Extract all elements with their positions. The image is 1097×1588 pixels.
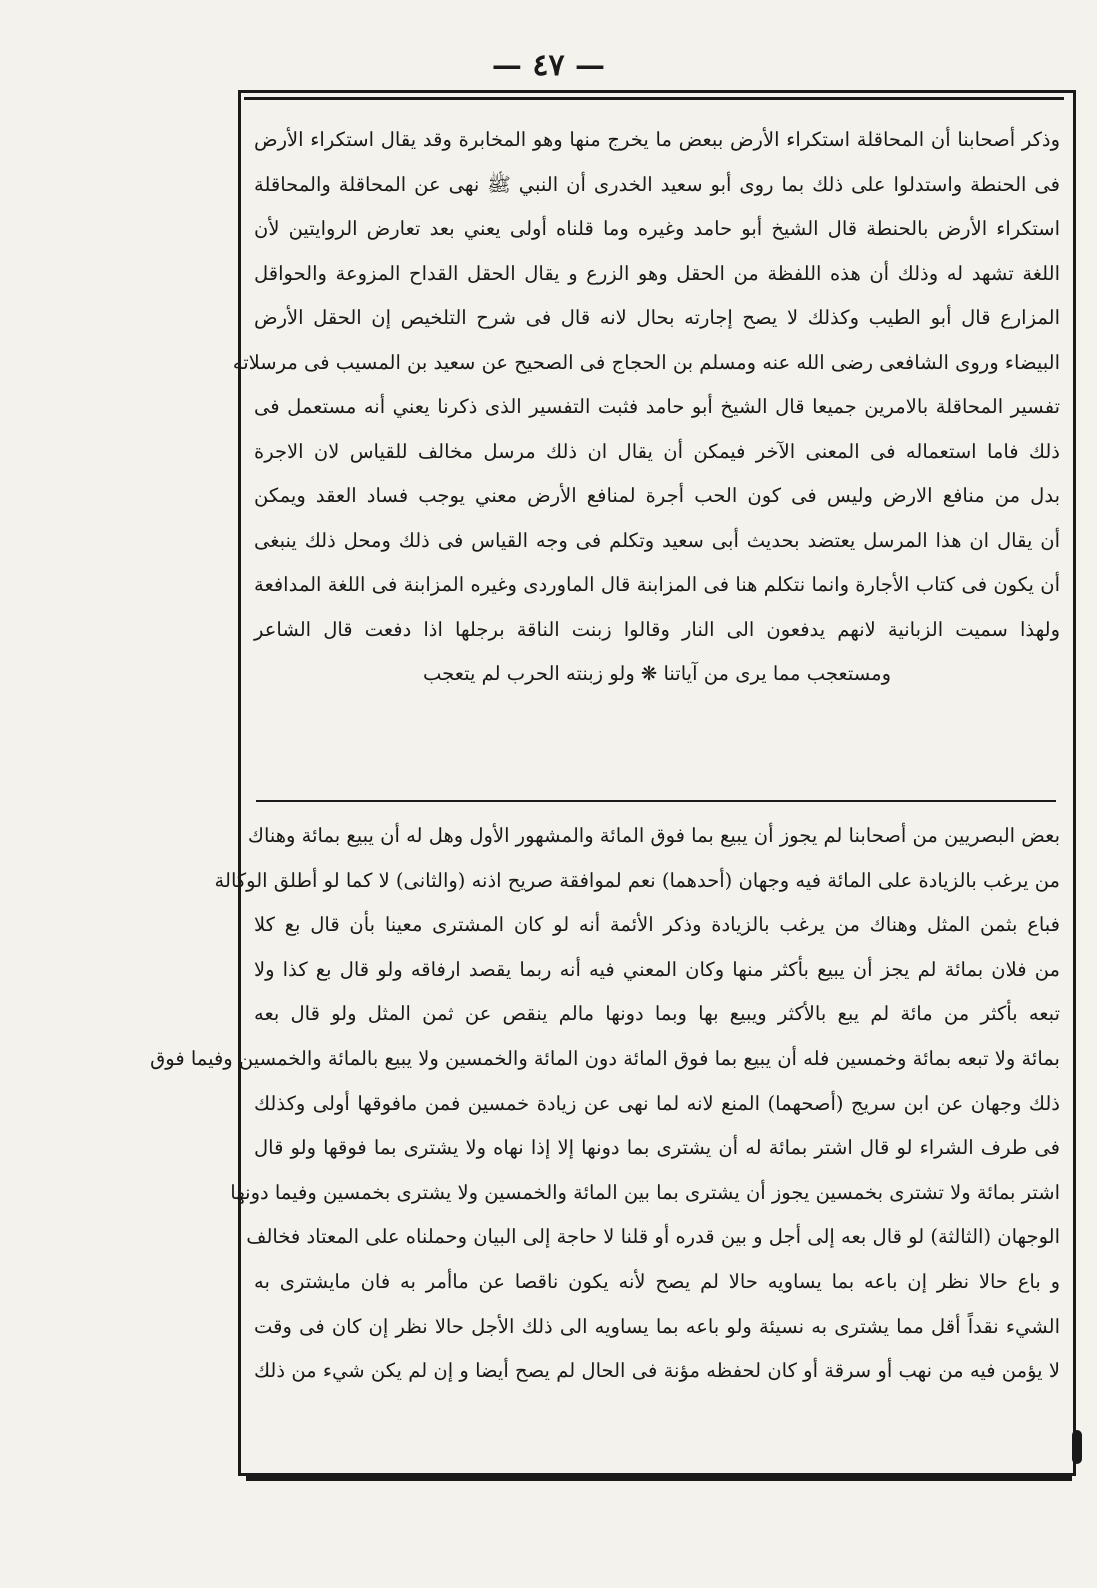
text-line: اشتر بمائة ولا تشترى بخمسين يجوز أن يشترى بما بين المائة والخمسين ولا يشترى بخمسين وفيما دونها (230, 1180, 1060, 1204)
text-line: اللغة تشهد له وذلك أن هذه اللفظة من الحقل وهو الزرع و يقال الحقل القداح المزوعة والحواقل (254, 261, 1060, 285)
text-line: من فلان بمائة لم يجز أن يبيع بأكثر منها وكان المعني فيه أنه ربما يقصد ارفاقه ولو قال بع كذا ولا (254, 957, 1060, 981)
text-line: تفسير المحاقلة بالامرين جميعا قال الشيخ أبو حامد فثبت التفسير الذى ذكرنا يعني أنه مستعمل فى (254, 395, 1060, 418)
text-line: بعض البصريين من أصحابنا لم يجوز أن يبيع بما فوق المائة والمشهور الأول وهل له أن يبيع بمائة وهناك (247, 824, 1060, 847)
text-line: ذلك وجهان عن ابن سريج (أصحهما) المنع لانه لما نهى عن زيادة خمسين فمن مافوقها أولى وكذلك (254, 1091, 1060, 1115)
text-line: وذكر أصحابنا أن المحاقلة استكراء الأرض ببعض ما يخرج منها وهو المخابرة وقد يقال استكراء الأرض (254, 128, 1060, 151)
text-line: بدل من منافع الارض وليس فى كون الحب أجرة لمنافع الأرض معني يوجب فساد العقد ويمكن (254, 484, 1060, 507)
page-number: — ٤٧ — (491, 48, 606, 83)
text-line: فباع بثمن المثل وهناك من يرغب بالزيادة وذكر الأئمة أنه لو كان المشترى معينا بأن قال بع كلا (254, 913, 1060, 937)
frame-top-rule (244, 97, 1064, 100)
text-line: من يرغب بالزيادة على المائة فيه وجهان (أحدهما) نعم لموافقة صريح اذنه (والثانى) لا كما لو أطلق الوكالة (214, 868, 1060, 892)
text-line: الوجهان (الثالثة) لو قال بعه إلى أجل و بين قدره أو قلنا لا حاجة إلى البيان وحملناه على المعتاد فخالف (246, 1225, 1060, 1249)
main-text-section (232, 118, 1060, 697)
text-line: المزارع قال أبو الطيب وكذلك لا يصح إجارته بحال لانه قال فى شرح التلخيص إن الحقل الأرض (254, 306, 1060, 329)
text-line: استكراء الأرض بالحنطة قال الشيخ أبو حامد وغيره وما قلناه أولى يعني بعد تعارض الروايتين لأن (254, 217, 1060, 240)
text-line: بمائة ولا تبعه بمائة وخمسين فله أن يبيع بما فوق المائة دون المائة والخمسين ولا يبيع بالمائة والخمسين وفيما فوق (150, 1046, 1060, 1070)
text-line: الشيء نقداً أقل مما يشترى به نسيئة ولو باعه بما يساويه الى ذلك الأجل حالا نظر إن كان فى وقت (254, 1314, 1060, 1338)
text-line: أن يقال ان هذا المرسل يعتضد بحديث أبى سعيد وتكلم فى وجه القياس فى ذلك ومحل ذلك ينبغى (254, 528, 1060, 552)
text-line: ذلك فاما استعماله فى المعنى الآخر فيمكن أن يقال ان ذلك مرسل مخالف للقياس لان الاجرة (254, 439, 1060, 463)
text-line: فى الحنطة واستدلوا على ذلك بما روى أبو سعيد الخدرى أن النبي ﷺ نهى عن المحاقلة والمحاقلة (254, 172, 1060, 196)
text-line: تبعه بأكثر من مائة لم يبع بالأكثر ويبيع بها وبما دونها مالم ينقص عن ثمن المثل ولو قال بعه (254, 1002, 1060, 1026)
text-line: فى طرف الشراء لو قال اشتر بمائة له أن يشترى بما دونها إلا إذا نهاه ولا يشترى بما فوقها ولو قال (254, 1136, 1060, 1160)
commentary-text-section (150, 814, 1060, 1394)
text-line: و باع حالا نظر إن باعه بما يساويه حالا لم يصح لأنه يكون ناقصا عن ماأمر به فان مايشترى به (254, 1269, 1060, 1293)
margin-bracket-mark (1072, 1430, 1082, 1464)
frame-bottom-rule (246, 1474, 1072, 1481)
section-divider (256, 800, 1056, 802)
text-line: لا يؤمن فيه من نهب أو سرقة أو كان لحفظه مؤنة فى الحال لم يصح أيضا و إن لم يكن شيء من ذلك (254, 1359, 1060, 1383)
poetry-verse: ومستعجب مما يرى من آياتنا ❋ ولو زبنته الحرب لم يتعجب (423, 662, 891, 685)
text-line: البيضاء وروى الشافعى رضى الله عنه ومسلم بن الحجاج فى الصحيح عن سعيد بن المسيب فى مرسلاته (232, 350, 1060, 374)
text-line: ولهذا سميت الزبانية لانهم يدفعون الى النار وقالوا زبنت الناقة برجلها اذا دفعت قال الشاعر (254, 617, 1060, 641)
text-line: أن يكون فى كتاب الأجارة وانما نتكلم هنا فى المزابنة قال الماوردى وغيره المزابنة فى اللغة المدافعة (254, 573, 1060, 596)
